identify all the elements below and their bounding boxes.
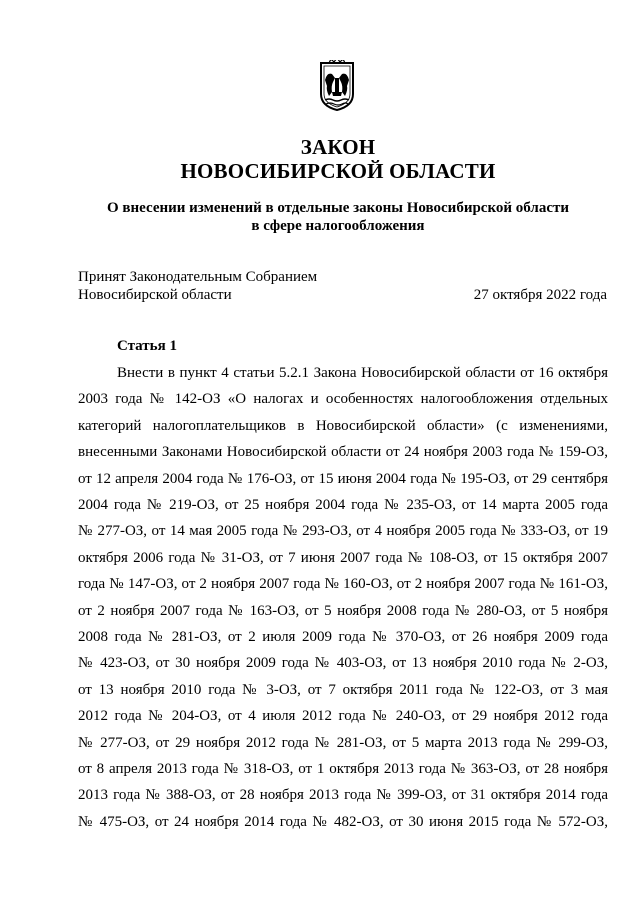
article-line: № 423-ОЗ, от 30 ноября 2009 года № 403-ОЗ, от 13 ноября 2010 года № 2-ОЗ, — [78, 655, 608, 672]
adoption-authority-line-2: Новосибирской области — [78, 287, 232, 303]
article-line: 2008 года № 281-ОЗ, от 2 июля 2009 года № 370-ОЗ, от 26 ноября 2009 года — [78, 629, 608, 645]
article-line: № 475-ОЗ, от 24 ноября 2014 года № 482-ОЗ, от 30 июня 2015 года № 572-ОЗ, — [78, 813, 608, 830]
article-line: 2012 года № 204-ОЗ, от 4 июля 2012 года № 240-ОЗ, от 29 ноября 2012 года — [78, 708, 608, 725]
article-heading: Статья 1 — [117, 338, 177, 354]
article-line: от 13 ноября 2010 года № 3-ОЗ, от 7 октября 2011 года № 122-ОЗ, от 3 мая — [78, 681, 608, 698]
article-line: октября 2006 года № 31-ОЗ, от 7 июня 2007 года № 108-ОЗ, от 15 октября 2007 — [78, 549, 608, 566]
article-line: от 8 апреля 2013 года № 318-ОЗ, от 1 октября 2013 года № 363-ОЗ, от 28 ноября — [78, 761, 608, 777]
article-line: № 277-ОЗ, от 29 ноября 2012 года № 281-ОЗ, от 5 марта 2013 года № 299-ОЗ, — [78, 734, 608, 751]
article-line: от 12 апреля 2004 года № 176-ОЗ, от 15 июня 2004 года № 195-ОЗ, от 29 сентября — [78, 470, 608, 487]
article-line: № 277-ОЗ, от 14 мая 2005 года № 293-ОЗ, от 4 ноября 2005 года № 333-ОЗ, от 19 — [78, 523, 608, 540]
law-subtitle-line-2: в сфере налогообложения — [251, 218, 425, 234]
law-subtitle-line-1: О внесении изменений в отдельные законы Новосибирской области — [106, 200, 570, 216]
article-line: года № 147-ОЗ, от 2 ноября 2007 года № 160-ОЗ, от 2 ноября 2007 года № 161-ОЗ, — [78, 576, 608, 593]
article-line: внесенными Законами Новосибирской области от 24 ноября 2003 года № 159-ОЗ, — [78, 444, 608, 461]
law-title: ЗАКОН — [300, 135, 376, 159]
article-line: категорий налогоплательщиков в Новосибирской области» (с изменениями, — [78, 417, 608, 434]
article-line: 2013 года № 388-ОЗ, от 28 ноября 2013 года № 399-ОЗ, от 31 октября 2014 года — [78, 787, 608, 804]
adoption-date: 27 октября 2022 года — [473, 287, 607, 303]
article-line: от 2 ноября 2007 года № 163-ОЗ, от 5 ноября 2008 года № 280-ОЗ, от 5 ноября — [78, 602, 608, 619]
adoption-authority-line-1: Принят Законодательным Собранием — [78, 269, 318, 285]
novosibirsk-coat-of-arms-icon — [317, 60, 357, 112]
article-line: Внести в пункт 4 статьи 5.2.1 Закона Новосибирской области от 16 октября — [117, 365, 608, 381]
article-line: 2003 года № 142-ОЗ «О налогах и особенностях налогообложения отдельных — [78, 391, 608, 408]
law-region-title: НОВОСИБИРСКОЙ ОБЛАСТИ — [180, 159, 496, 183]
article-line: 2004 года № 219-ОЗ, от 25 ноября 2004 года № 235-ОЗ, от 14 марта 2005 года — [78, 497, 608, 513]
